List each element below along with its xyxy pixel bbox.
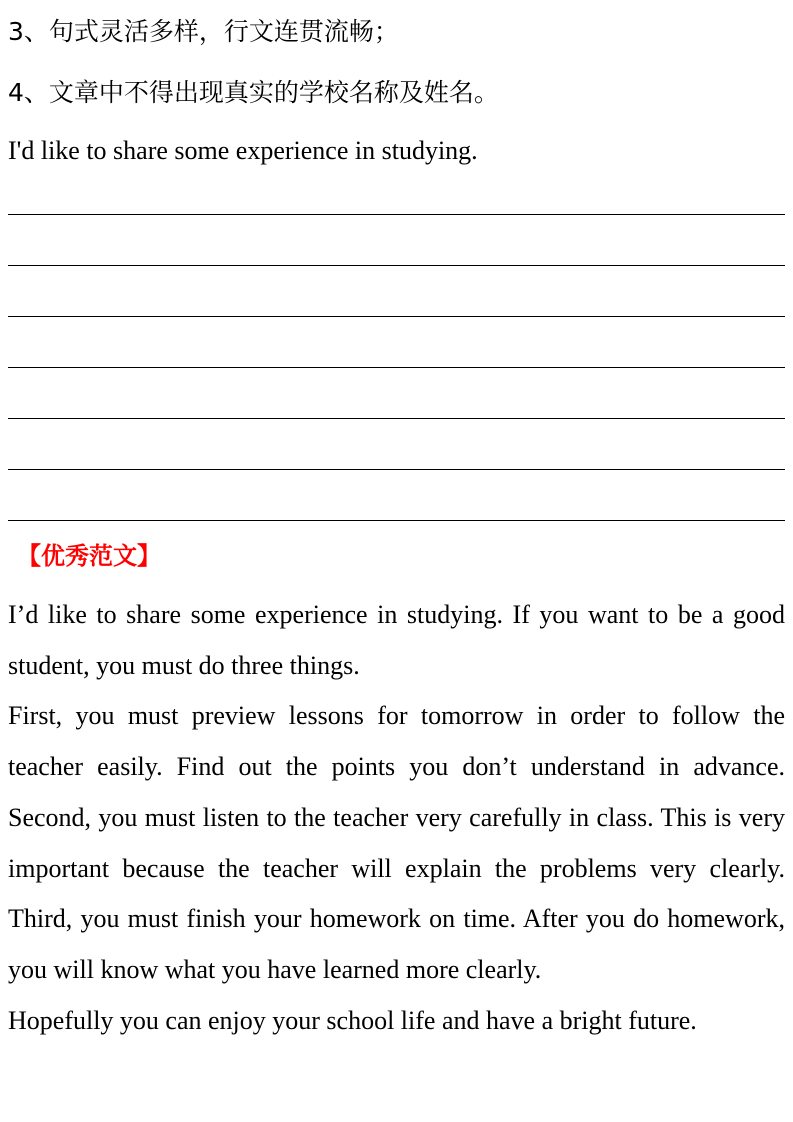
answer-line	[8, 214, 785, 215]
essay-paragraph-body: First, you must preview lessons for tomorrow in order to follow the teacher easily. Find out the points you don’t understand in advance. Second, you must listen to the teacher very carefully in class. This is very important because the teacher will explain the problems very clearly. Third, you must finish your homework on time. After you do homework, you will know what you have learned more clearly.	[8, 701, 785, 984]
sample-essay-heading: 【优秀范文】	[17, 542, 161, 570]
answer-line	[8, 469, 785, 470]
starter-sentence: I'd like to share some experience in studying.	[8, 136, 478, 165]
answer-line	[8, 520, 785, 521]
requirement-3: 3、句式灵活多样，行文连贯流畅；	[8, 17, 399, 46]
sample-essay	[8, 590, 785, 1046]
answer-line	[8, 316, 785, 317]
essay-paragraph-conclusion: Hopefully you can enjoy your school life and have a bright future.	[8, 1005, 697, 1035]
answer-line	[8, 367, 785, 368]
requirement-4: 4、文章中不得出现真实的学校名称及姓名。	[8, 78, 499, 107]
answer-line	[8, 265, 785, 266]
answer-line	[8, 418, 785, 419]
essay-paragraph-intro: I’d like to share some experience in studying. If you want to be a good student, you must do three things.	[8, 600, 785, 680]
